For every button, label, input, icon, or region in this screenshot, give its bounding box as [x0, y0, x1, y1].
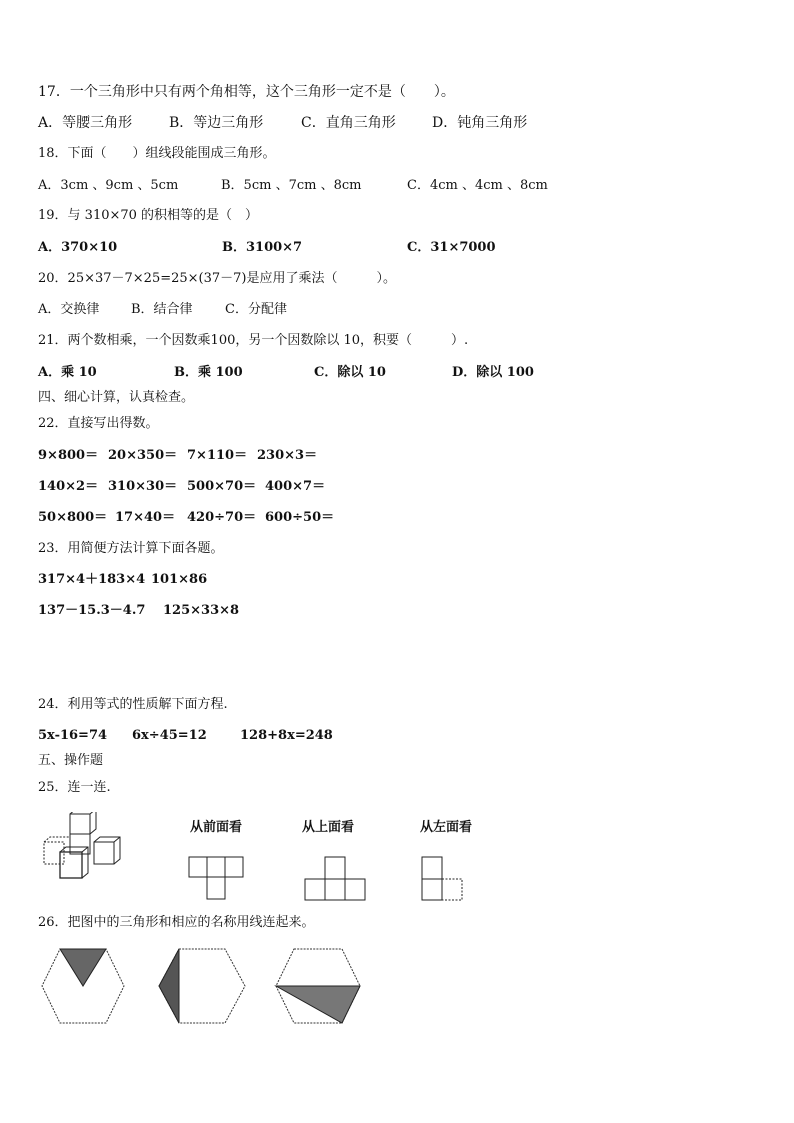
view-shape-2[interactable] — [304, 856, 368, 902]
q22-item[interactable]: 230×3＝ — [257, 448, 318, 463]
q23-item[interactable]: 101×86 — [151, 572, 208, 587]
q19-option-c[interactable]: C．31×7000 — [407, 240, 496, 255]
question-23-stem: 23．用简便方法计算下面各题。 — [38, 541, 224, 556]
q18-option-a[interactable]: A．3cm 、9cm 、5cm — [38, 178, 179, 193]
section-4-title: 四、细心计算，认真检查。 — [38, 390, 195, 405]
question-17-stem: 17．一个三角形中只有两个角相等，这个三角形一定不是（ ）。 — [38, 84, 455, 100]
q22-item[interactable]: 310×30＝ — [108, 479, 178, 494]
q21-option-d[interactable]: D．除以 100 — [452, 365, 534, 380]
q22-item[interactable]: 7×110＝ — [187, 448, 248, 463]
question-26-stem: 26．把图中的三角形和相应的名称用线连起来。 — [38, 915, 315, 930]
question-25-stem: 25．连一连. — [38, 780, 111, 795]
q20-option-c[interactable]: C．分配律 — [225, 302, 287, 317]
question-22-stem: 22．直接写出得数。 — [38, 416, 159, 431]
q24-equation[interactable]: 5x-16=74 — [38, 728, 108, 743]
q21-option-b[interactable]: B．乘 100 — [174, 365, 243, 380]
q22-item[interactable]: 420÷70＝ — [187, 510, 257, 525]
view-label-front[interactable]: 从前面看 — [190, 820, 243, 835]
view-shape-3[interactable] — [420, 856, 466, 902]
q24-equation[interactable]: 6x÷45=12 — [132, 728, 207, 743]
view-label-top[interactable]: 从上面看 — [302, 820, 355, 835]
q22-item[interactable]: 17×40＝ — [115, 510, 176, 525]
q24-equation[interactable]: 128+8x=248 — [240, 728, 333, 743]
q22-item[interactable]: 500×70＝ — [187, 479, 257, 494]
q21-option-c[interactable]: C．除以 10 — [314, 365, 386, 380]
q22-item[interactable]: 20×350＝ — [108, 448, 178, 463]
question-20-stem: 20．25×37－7×25=25×(37－7)是应用了乘法（ ）。 — [38, 271, 397, 286]
q20-option-b[interactable]: B．结合律 — [131, 302, 193, 317]
q22-item[interactable]: 140×2＝ — [38, 479, 99, 494]
hexagon-figure-2[interactable] — [155, 945, 249, 1027]
q21-option-a[interactable]: A．乘 10 — [38, 365, 97, 380]
q22-item[interactable]: 50×800＝ — [38, 510, 108, 525]
section-5-title: 五、操作题 — [38, 753, 104, 768]
q17-option-c[interactable]: C．直角三角形 — [301, 115, 396, 131]
q19-option-b[interactable]: B．3100×7 — [222, 240, 303, 255]
q20-option-a[interactable]: A．交换律 — [38, 302, 100, 317]
q23-item[interactable]: 125×33×8 — [163, 603, 240, 618]
question-24-stem: 24．利用等式的性质解下面方程. — [38, 697, 228, 712]
hexagon-figure-3[interactable] — [272, 945, 364, 1027]
q18-option-b[interactable]: B．5cm 、7cm 、8cm — [221, 178, 362, 193]
q23-item[interactable]: 317×4＋183×4 — [38, 572, 146, 587]
hexagon-figure-1[interactable] — [38, 945, 128, 1027]
view-label-left[interactable]: 从左面看 — [420, 820, 473, 835]
question-21-stem: 21．两个数相乘，一个因数乘100，另一个因数除以 10，积要（ ）. — [38, 333, 469, 348]
q22-item[interactable]: 600÷50＝ — [265, 510, 335, 525]
q23-item[interactable]: 137－15.3－4.7 — [38, 603, 146, 618]
q22-item[interactable]: 400×7＝ — [265, 479, 326, 494]
question-19-stem: 19．与 310×70 的积相等的是（ ） — [38, 208, 259, 223]
view-shape-1[interactable] — [188, 856, 244, 902]
q17-option-b[interactable]: B．等边三角形 — [169, 115, 264, 131]
question-18-stem: 18．下面（ ）组线段能围成三角形。 — [38, 146, 276, 161]
q22-item[interactable]: 9×800＝ — [38, 448, 99, 463]
cube-stack-figure — [40, 812, 136, 882]
q18-option-c[interactable]: C．4cm 、4cm 、8cm — [407, 178, 548, 193]
q17-option-a[interactable]: A．等腰三角形 — [38, 115, 133, 131]
q17-option-d[interactable]: D．钝角三角形 — [432, 115, 528, 131]
q19-option-a[interactable]: A．370×10 — [38, 240, 118, 255]
